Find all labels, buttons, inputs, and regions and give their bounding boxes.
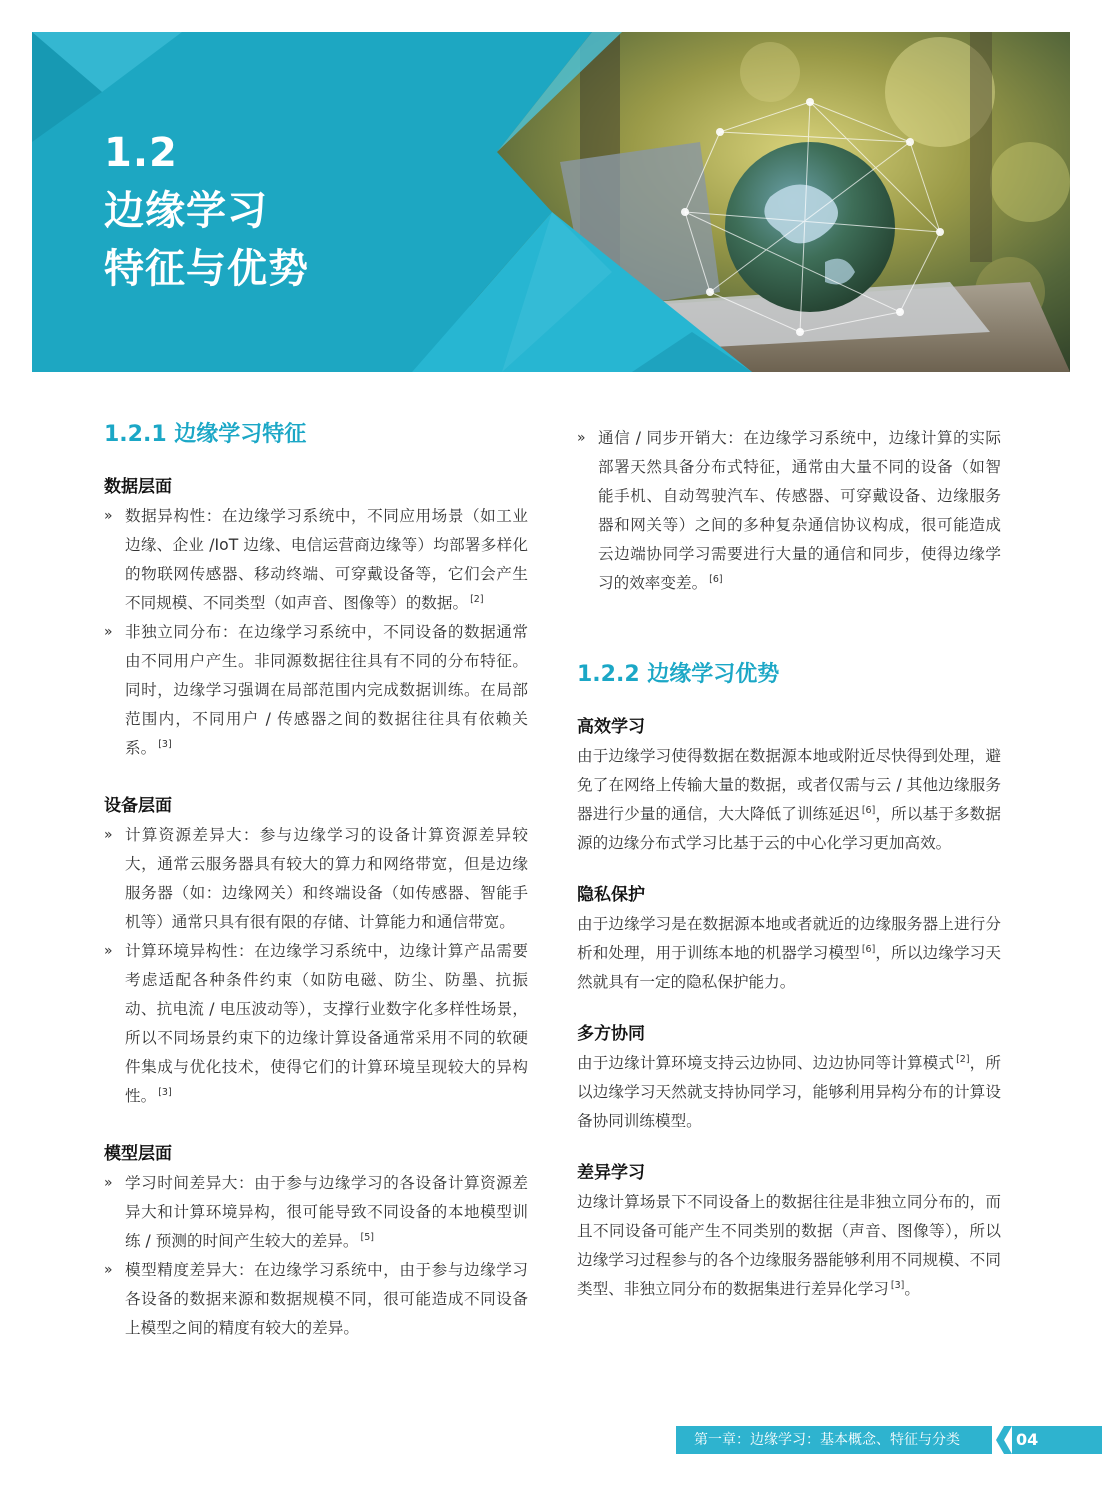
section-number: 1.2 <box>104 130 178 176</box>
bullet-list-model-continued <box>577 424 1001 598</box>
bullet-list-model <box>104 1169 528 1343</box>
bullet-icon: » <box>104 1262 113 1278</box>
citation: [6] <box>861 805 876 816</box>
section-heading-advantages: 1.2.2 边缘学习优势 <box>577 662 780 687</box>
right-column <box>577 424 1001 1304</box>
bullet-icon: » <box>104 1175 113 1191</box>
list-item: » 计算环境异构性：在边缘学习系统中，边缘计算产品需要考虑适配各种条件约束（如防电磁、防尘、防墨、抗振动、抗电流 / 电压波动等），支撑行业数字化多样性场景，所以不同场景约束下的边缘计算设备通常采用不同的软硬件集成与优化技术，使得它们的计算环境呈现较大的异构性。 [3] <box>104 937 528 1111</box>
page-footer <box>676 1426 1102 1454</box>
hero-title-line1: 边缘学习 <box>104 188 268 234</box>
list-item: » 非独立同分布：在边缘学习系统中，不同设备的数据通常由不同用户产生。非同源数据往往具有不同的分布特征。同时，边缘学习强调在局部范围内完成数据训练。在局部范围内，不同用户 / 传感器之间的数据往往具有依赖关系。 [3] <box>104 618 528 763</box>
advantage-text-privacy: 由于边缘学习是在数据源本地或者就近的边缘服务器上进行分析和处理，用于训练本地的机器学习模型 [6]，所以边缘学习天然就具有一定的隐私保护能力。 <box>577 915 1001 991</box>
advantage-heading-privacy: 隐私保护 <box>577 885 645 905</box>
bullet-icon: » <box>104 827 113 843</box>
list-item: » 数据异构性：在边缘学习系统中，不同应用场景（如工业边缘、企业 /IoT 边缘、电信运营商边缘等）均部署多样化的物联网传感器、移动终端、可穿戴设备等，它们会产生不同规模、不同类型（如声音、图像等）的数据。 [2] <box>104 502 528 618</box>
bullet-icon: » <box>104 508 113 524</box>
list-item: » 通信 / 同步开销大：在边缘学习系统中，边缘计算的实际部署天然具备分布式特征，通常由大量不同的设备（如智能手机、自动驾驶汽车、传感器、可穿戴设备、边缘服务器和网关等）之间的多种复杂通信协议构成，很可能造成云边端协同学习需要进行大量的通信和同步，使得边缘学习的效率变差。 [6] <box>577 424 1001 598</box>
citation: [3] <box>890 1280 905 1291</box>
hero-banner <box>32 32 1070 372</box>
citation: [3] <box>158 1087 172 1098</box>
hero-title-line2: 特征与优势 <box>104 246 309 292</box>
citation: [2] <box>956 1054 970 1065</box>
bullet-icon: » <box>104 943 113 959</box>
citation: [5] <box>360 1232 374 1243</box>
citation: [3] <box>158 739 172 750</box>
advantage-text-diff: 边缘计算场景下不同设备上的数据往往是非独立同分布的，而且不同设备可能产生不同类别的数据（声音、图像等），所以边缘学习过程参与的各个边缘服务器能够利用不同规模、不同类型、非独立同分布的数据集进行差异化学习 [3]。 <box>577 1193 1001 1298</box>
bullet-icon: » <box>577 430 586 446</box>
bullet-icon: » <box>104 624 113 640</box>
footer-chapter-title: 第一章：边缘学习：基本概念、特征与分类 <box>694 1432 960 1448</box>
advantage-text-collab: 由于边缘计算环境支持云边协同、边边协同等计算模式 [2]，所以边缘学习天然就支持协同学习，能够利用异构分布的计算设备协同训练模型。 <box>577 1054 1001 1130</box>
group-heading-data: 数据层面 <box>104 477 172 497</box>
list-item: » 学习时间差异大：由于参与边缘学习的各设备计算资源差异大和计算环境异构，很可能导致不同设备的本地模型训练 / 预测的时间产生较大的差异。 [5] <box>104 1169 528 1256</box>
section-heading-features: 1.2.1 边缘学习特征 <box>104 422 307 447</box>
citation: [6] <box>861 944 876 955</box>
bullet-list-device <box>104 821 528 1111</box>
group-heading-device: 设备层面 <box>104 796 172 816</box>
list-item: » 模型精度差异大：在边缘学习系统中，由于参与边缘学习各设备的数据来源和数据规模不同，很可能造成不同设备上模型之间的精度有较大的差异。 <box>104 1256 528 1343</box>
hero-title <box>104 124 309 298</box>
advantage-text-efficient: 由于边缘学习使得数据在数据源本地或附近尽快得到处理，避免了在网络上传输大量的数据，或者仅需与云 / 其他边缘服务器进行少量的通信，大大降低了训练延迟 [6]，所以基于多数据源的边缘分布式学习比基于云的中心化学习更加高效。 <box>577 747 1001 852</box>
advantage-heading-diff: 差异学习 <box>577 1163 645 1183</box>
left-column <box>104 420 528 1343</box>
group-heading-model: 模型层面 <box>104 1144 172 1164</box>
bullet-list-data <box>104 502 528 763</box>
citation: [2] <box>470 594 484 605</box>
advantage-heading-collab: 多方协同 <box>577 1024 645 1044</box>
page-number: 04 <box>1016 1430 1039 1449</box>
citation: [6] <box>709 574 723 585</box>
advantage-heading-efficient: 高效学习 <box>577 717 645 737</box>
list-item: » 计算资源差异大：参与边缘学习的设备计算资源差异较大，通常云服务器具有较大的算力和网络带宽，但是边缘服务器（如：边缘网关）和终端设备（如传感器、智能手机等）通常只具有很有限的存储、计算能力和通信带宽。 <box>104 821 528 937</box>
